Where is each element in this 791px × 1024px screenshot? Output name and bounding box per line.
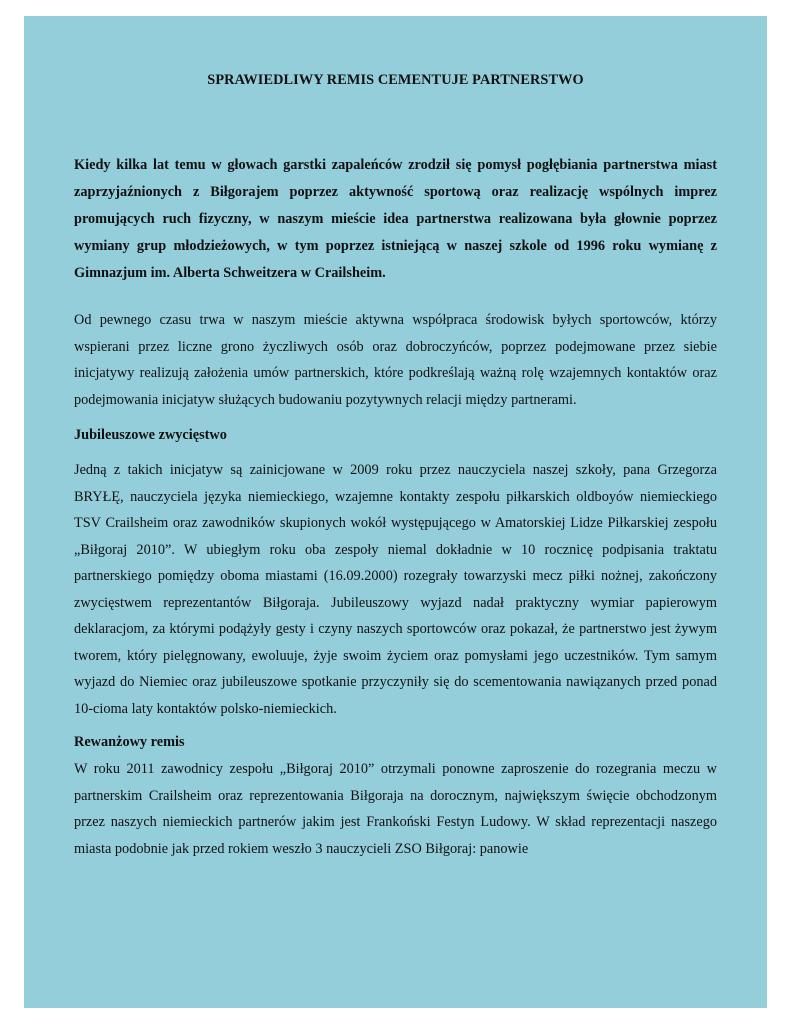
section-heading-jubilee: Jubileuszowe zwycięstwo	[74, 427, 227, 443]
document-page	[24, 16, 767, 1008]
body-paragraph-1: Od pewnego czasu trwa w naszym mieście aktywna współpraca środowisk byłych sportowców, którzy wspierani przez liczne grono życzliwych osób oraz dobroczyńców, poprzez podejmowane przez siebie inicjatywy realizują założenia umów partnerskich, które podkreślają ważną rolę wzajemnych kontaktów oraz podejmowania inicjatyw służących budowaniu pozytywnych relacji między partnerami.	[74, 312, 717, 408]
body-paragraph-2: Jedną z takich inicjatyw są zainicjowane w 2009 roku przez nauczyciela naszej szkoły, pana Grzegorza BRYŁĘ, nauczyciela języka niemieckiego, wzajemne kontakty zespołu piłkarskich oldboyów niemieckiego TSV Crailsheim oraz zawodników skupionych wokół występującego w Amatorskiej Lidze Piłkarskiej zespołu „Biłgoraj 2010”. W ubiegłym roku oba zespoły niemal dokładnie w 10 rocznicę podpisania traktatu partnerskiego pomiędzy oboma miastami (16.09.2000) rozegrały towarzyski mecz piłki nożnej, zakończony zwycięstwem reprezentantów Biłgoraja. Jubileuszowy wyjazd nadał praktyczny wymiar papierowym deklaracjom, za którymi podążyły gesty i czyny naszych sportowców oraz pokazał, że partnerstwo jest żywym tworem, który pielęgnowany, ewoluuje, żyje swoim życiem oraz pomysłami jego uczestników. Tym samym wyjazd do Niemiec oraz jubileuszowe spotkanie przyczyniły się do scementowania nawiązanych przed ponad 10-cioma laty kontaktów polsko-niemieckich.	[74, 462, 717, 717]
section-heading-rematch: Rewanżowy remis	[74, 734, 185, 750]
lead-paragraph: Kiedy kilka lat temu w głowach garstki zapaleńców zrodził się pomysł pogłębiania partnerstwa miast zaprzyjaźnionych z Biłgorajem poprzez aktywność sportową oraz realizację wspólnych imprez promujących ruch fizyczny, w naszym mieście idea partnerstwa realizowana była głownie poprzez wymiany grup młodzieżowych, w tym poprzez istniejącą w naszej szkole od 1996 roku wymianę z Gimnazjum im. Alberta Schweitzera w Crailsheim.	[74, 157, 717, 281]
document-title: SPRAWIEDLIWY REMIS CEMENTUJE PARTNERSTWO	[207, 72, 584, 88]
body-paragraph-3: W roku 2011 zawodnicy zespołu „Biłgoraj 2010” otrzymali ponowne zaproszenie do rozegrania meczu w partnerskim Crailsheim oraz reprezentowania Biłgoraja na dorocznym, największym święcie obchodzonym przez naszych niemieckich partnerów jakim jest Frankoński Festyn Ludowy. W skład reprezentacji naszego miasta podobnie jak przed rokiem weszło 3 nauczycieli ZSO Biłgoraj: panowie	[74, 761, 717, 857]
